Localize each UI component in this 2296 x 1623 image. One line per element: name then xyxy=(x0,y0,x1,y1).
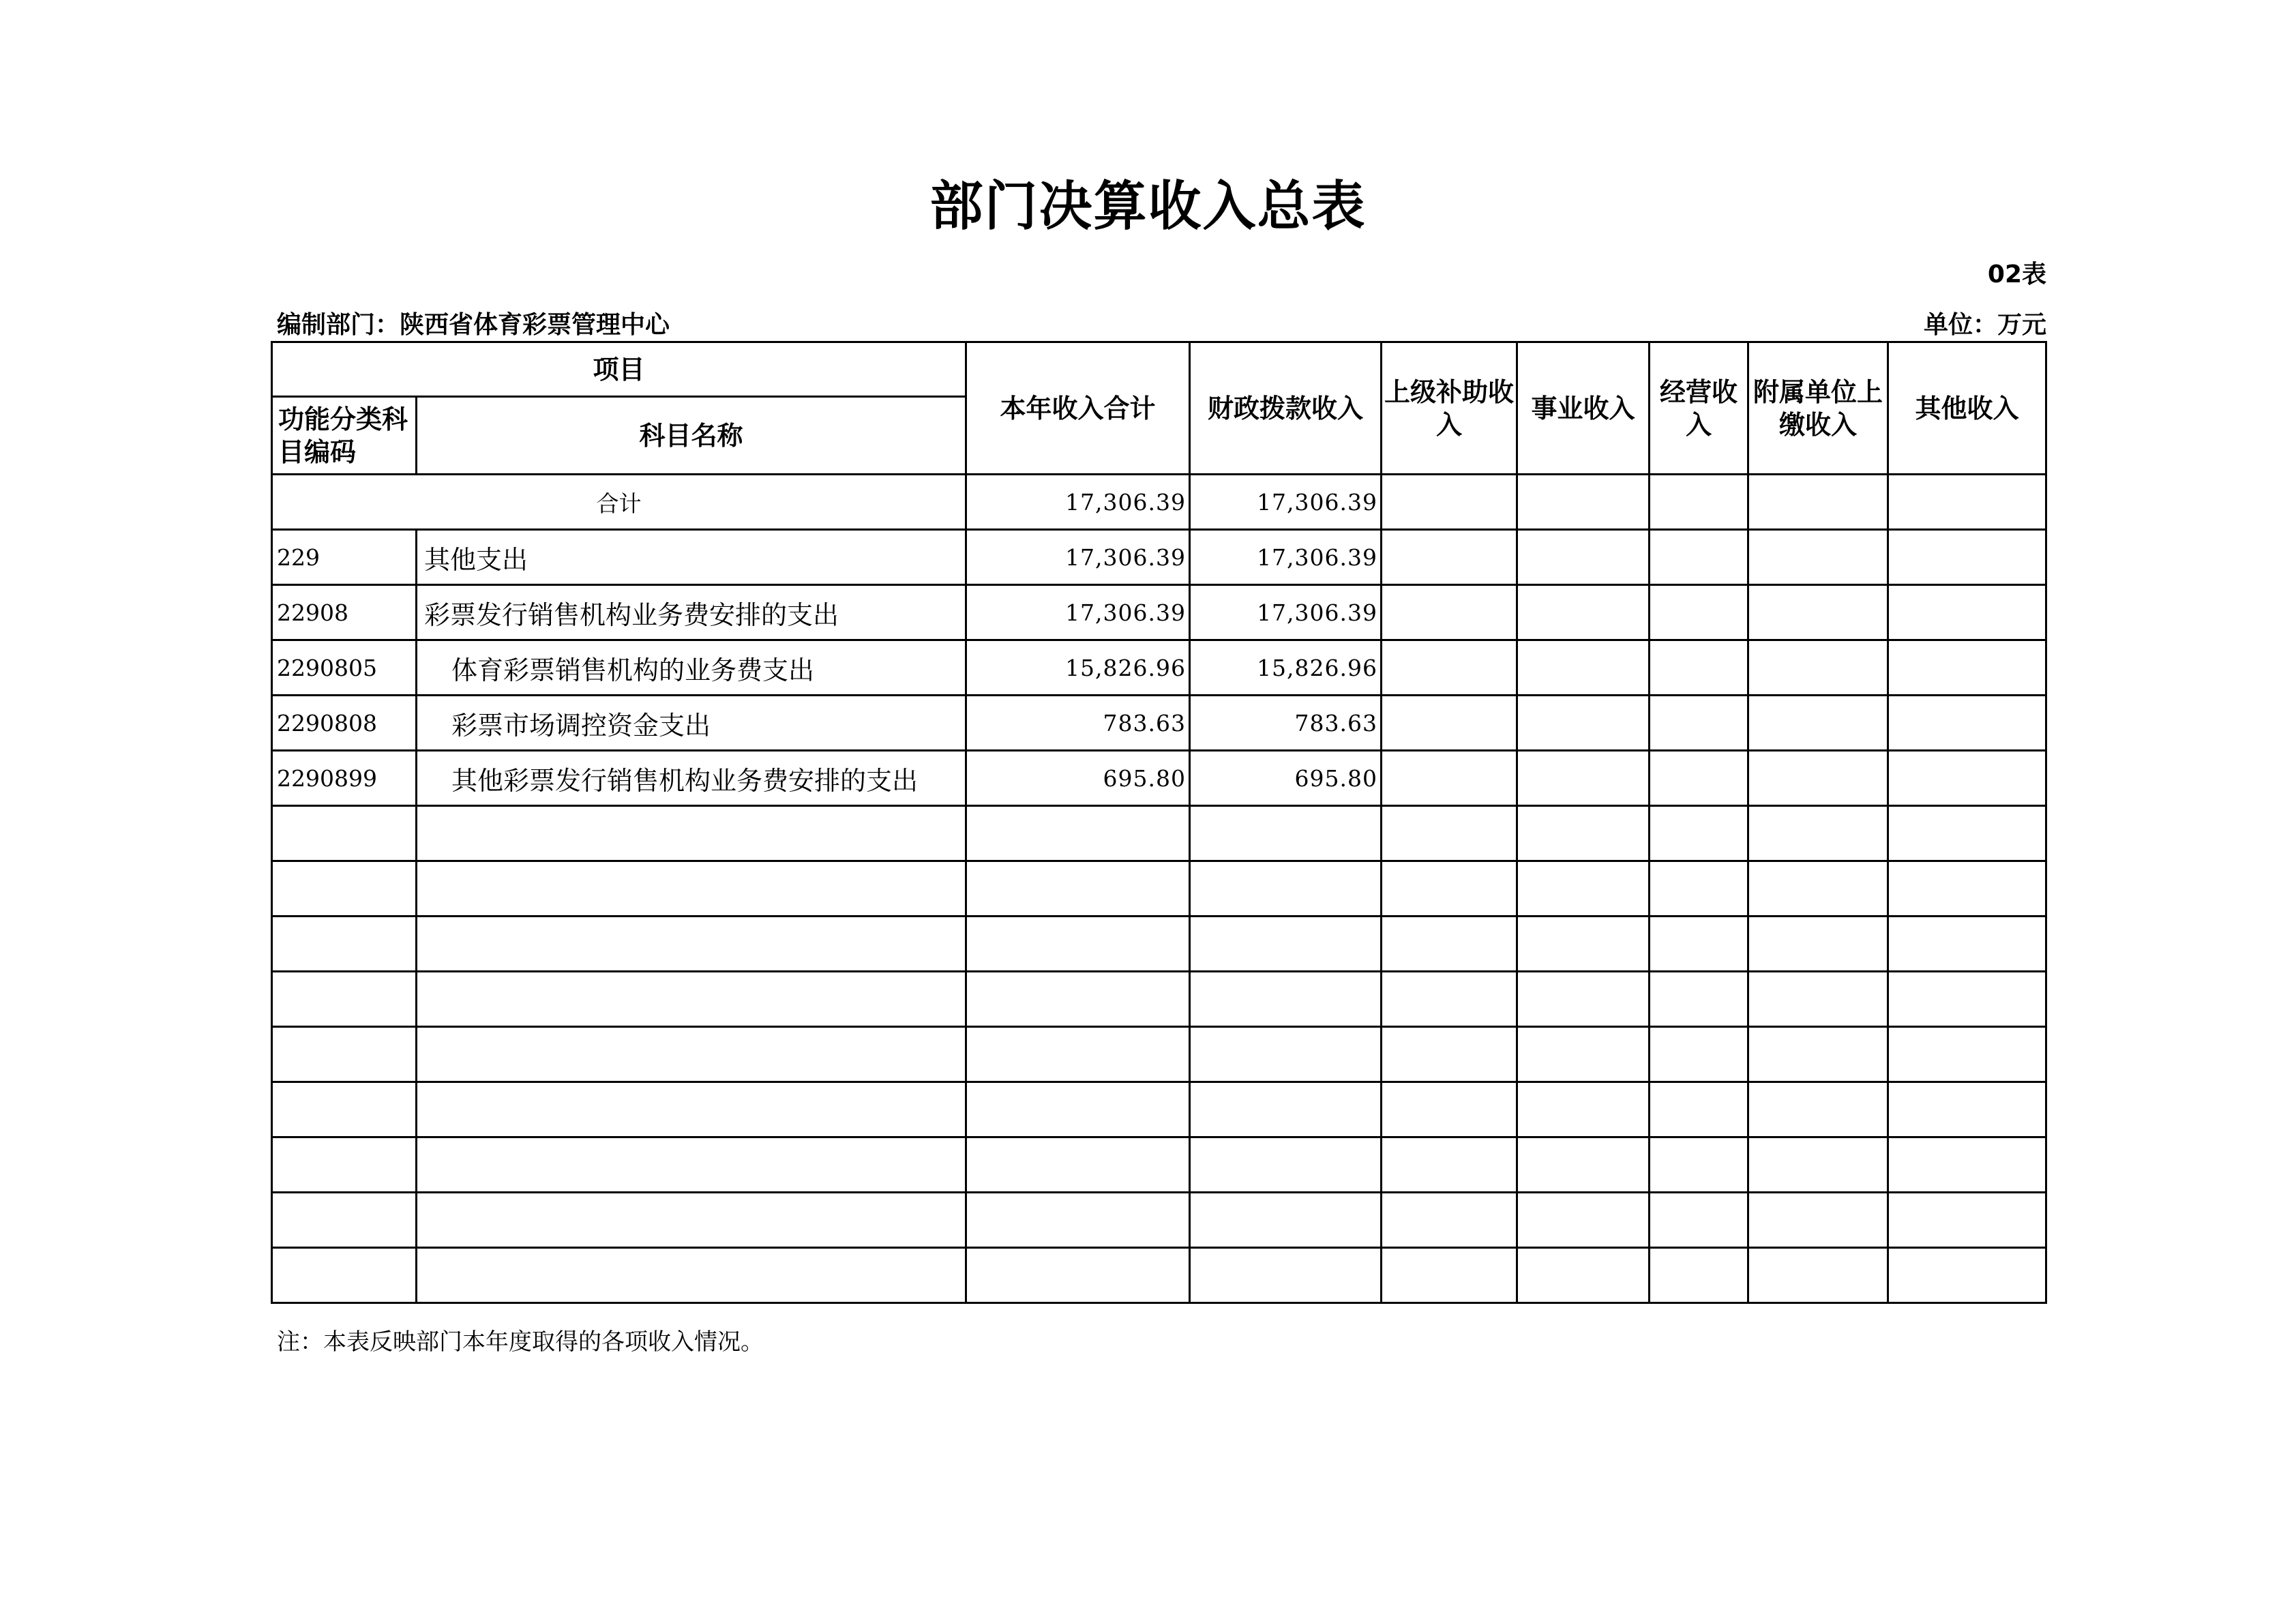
row-superior-cell xyxy=(1382,806,1517,861)
row-affiliated-cell xyxy=(1748,1082,1888,1137)
row-name-cell xyxy=(417,861,966,917)
row-affiliated-cell xyxy=(1748,972,1888,1027)
row-total-cell xyxy=(966,806,1190,861)
row-superior-cell xyxy=(1382,972,1517,1027)
row-total-cell xyxy=(966,917,1190,972)
row-operating-cell xyxy=(1650,640,1748,696)
row-name-cell xyxy=(417,1027,966,1082)
total-superior-cell xyxy=(1382,475,1517,530)
header-affiliated: 附属单位上缴收入 xyxy=(1748,342,1888,475)
table-row xyxy=(272,1027,2046,1082)
total-fiscal-cell: 17,306.39 xyxy=(1190,475,1382,530)
row-affiliated-cell xyxy=(1748,861,1888,917)
row-other-cell xyxy=(1888,1082,2046,1137)
row-code-cell xyxy=(272,972,417,1027)
row-operating-cell xyxy=(1650,1027,1748,1082)
row-name-cell xyxy=(417,1248,966,1303)
row-code-cell: 22908 xyxy=(272,585,417,640)
total-row xyxy=(272,475,2046,530)
row-superior-cell xyxy=(1382,917,1517,972)
row-operating-cell xyxy=(1650,1193,1748,1248)
row-affiliated-cell xyxy=(1748,585,1888,640)
row-business-cell xyxy=(1517,861,1650,917)
row-fiscal-cell: 783.63 xyxy=(1190,696,1382,751)
row-name-cell xyxy=(417,1137,966,1193)
row-affiliated-cell xyxy=(1748,1137,1888,1193)
table-row xyxy=(272,1137,2046,1193)
row-business-cell xyxy=(1517,806,1650,861)
row-operating-cell xyxy=(1650,696,1748,751)
row-fiscal-cell xyxy=(1190,1027,1382,1082)
row-affiliated-cell xyxy=(1748,1248,1888,1303)
row-operating-cell xyxy=(1650,1082,1748,1137)
total-operating-cell xyxy=(1650,475,1748,530)
header-row-1 xyxy=(272,342,2046,397)
row-code-cell xyxy=(272,1082,417,1137)
table-row xyxy=(272,806,2046,861)
header-fiscal: 财政拨款收入 xyxy=(1190,342,1382,475)
row-code-cell xyxy=(272,917,417,972)
row-other-cell xyxy=(1888,530,2046,585)
row-code-cell: 2290805 xyxy=(272,640,417,696)
table-row xyxy=(272,751,2046,806)
row-name-cell xyxy=(417,1193,966,1248)
header-name: 科目名称 xyxy=(417,397,966,475)
row-total-cell: 695.80 xyxy=(966,751,1190,806)
table-row xyxy=(272,861,2046,917)
row-superior-cell xyxy=(1382,696,1517,751)
header-project: 项目 xyxy=(272,342,966,397)
row-business-cell xyxy=(1517,1248,1650,1303)
row-operating-cell xyxy=(1650,585,1748,640)
header-code: 功能分类科目编码 xyxy=(272,397,417,475)
header-operating: 经营收入 xyxy=(1650,342,1748,475)
row-affiliated-cell xyxy=(1748,640,1888,696)
row-code-cell xyxy=(272,861,417,917)
row-other-cell xyxy=(1888,585,2046,640)
row-name-cell xyxy=(417,972,966,1027)
total-label: 合计 xyxy=(272,475,966,530)
row-fiscal-cell: 15,826.96 xyxy=(1190,640,1382,696)
row-other-cell xyxy=(1888,972,2046,1027)
total-other-cell xyxy=(1888,475,2046,530)
row-fiscal-cell xyxy=(1190,972,1382,1027)
header-other: 其他收入 xyxy=(1888,342,2046,475)
income-summary-table xyxy=(271,341,2047,1304)
table-row xyxy=(272,1193,2046,1248)
row-affiliated-cell xyxy=(1748,751,1888,806)
row-total-cell xyxy=(966,972,1190,1027)
table-row xyxy=(272,917,2046,972)
row-operating-cell xyxy=(1650,806,1748,861)
table-row xyxy=(272,585,2046,640)
compiling-department: 编制部门：陕西省体育彩票管理中心 xyxy=(277,311,670,339)
row-other-cell xyxy=(1888,1193,2046,1248)
table-row xyxy=(272,530,2046,585)
row-operating-cell xyxy=(1650,1248,1748,1303)
row-superior-cell xyxy=(1382,640,1517,696)
header-total: 本年收入合计 xyxy=(966,342,1190,475)
row-superior-cell xyxy=(1382,751,1517,806)
row-name-cell xyxy=(417,806,966,861)
row-affiliated-cell xyxy=(1748,806,1888,861)
row-fiscal-cell xyxy=(1190,806,1382,861)
row-other-cell xyxy=(1888,861,2046,917)
row-other-cell xyxy=(1888,696,2046,751)
row-total-cell xyxy=(966,861,1190,917)
row-affiliated-cell xyxy=(1748,1027,1888,1082)
row-fiscal-cell xyxy=(1190,1193,1382,1248)
row-other-cell xyxy=(1888,751,2046,806)
row-other-cell xyxy=(1888,806,2046,861)
row-superior-cell xyxy=(1382,1248,1517,1303)
row-total-cell: 17,306.39 xyxy=(966,530,1190,585)
row-business-cell xyxy=(1517,696,1650,751)
row-business-cell xyxy=(1517,530,1650,585)
row-total-cell xyxy=(966,1193,1190,1248)
row-business-cell xyxy=(1517,1082,1650,1137)
row-affiliated-cell xyxy=(1748,530,1888,585)
row-fiscal-cell: 17,306.39 xyxy=(1190,530,1382,585)
table-row xyxy=(272,640,2046,696)
row-total-cell xyxy=(966,1027,1190,1082)
row-other-cell xyxy=(1888,1027,2046,1082)
row-superior-cell xyxy=(1382,861,1517,917)
row-superior-cell xyxy=(1382,1137,1517,1193)
total-income-cell: 17,306.39 xyxy=(966,475,1190,530)
row-code-cell: 2290899 xyxy=(272,751,417,806)
row-code-cell xyxy=(272,1027,417,1082)
row-affiliated-cell xyxy=(1748,917,1888,972)
row-total-cell xyxy=(966,1248,1190,1303)
row-business-cell xyxy=(1517,917,1650,972)
row-fiscal-cell xyxy=(1190,1248,1382,1303)
table-row xyxy=(272,696,2046,751)
table-row xyxy=(272,1248,2046,1303)
row-superior-cell xyxy=(1382,1027,1517,1082)
footnote: 注：本表反映部门本年度取得的各项收入情况。 xyxy=(277,1328,764,1356)
row-fiscal-cell: 695.80 xyxy=(1190,751,1382,806)
row-total-cell xyxy=(966,1082,1190,1137)
row-other-cell xyxy=(1888,640,2046,696)
row-affiliated-cell xyxy=(1748,1193,1888,1248)
row-other-cell xyxy=(1888,1248,2046,1303)
row-fiscal-cell xyxy=(1190,1082,1382,1137)
row-name-cell: 彩票市场调控资金支出 xyxy=(417,696,966,751)
row-code-cell xyxy=(272,1193,417,1248)
row-operating-cell xyxy=(1650,861,1748,917)
unit-label: 单位：万元 xyxy=(1923,311,2046,339)
row-code-cell xyxy=(272,806,417,861)
row-other-cell xyxy=(1888,917,2046,972)
row-name-cell: 其他彩票发行销售机构业务费安排的支出 xyxy=(417,751,966,806)
row-other-cell xyxy=(1888,1137,2046,1193)
row-code-cell: 229 xyxy=(272,530,417,585)
row-affiliated-cell xyxy=(1748,696,1888,751)
table-row xyxy=(272,972,2046,1027)
row-business-cell xyxy=(1517,751,1650,806)
row-code-cell xyxy=(272,1248,417,1303)
row-fiscal-cell xyxy=(1190,1137,1382,1193)
row-fiscal-cell xyxy=(1190,917,1382,972)
row-business-cell xyxy=(1517,640,1650,696)
row-name-cell: 其他支出 xyxy=(417,530,966,585)
page-title: 部门决算收入总表 xyxy=(929,176,1367,237)
row-business-cell xyxy=(1517,1137,1650,1193)
row-superior-cell xyxy=(1382,1082,1517,1137)
row-total-cell: 783.63 xyxy=(966,696,1190,751)
row-code-cell: 2290808 xyxy=(272,696,417,751)
row-name-cell: 体育彩票销售机构的业务费支出 xyxy=(417,640,966,696)
header-business: 事业收入 xyxy=(1517,342,1650,475)
row-name-cell: 彩票发行销售机构业务费安排的支出 xyxy=(417,585,966,640)
header-superior: 上级补助收入 xyxy=(1382,342,1517,475)
row-operating-cell xyxy=(1650,1137,1748,1193)
form-number: 02表 xyxy=(1987,260,2046,288)
row-business-cell xyxy=(1517,585,1650,640)
row-total-cell xyxy=(966,1137,1190,1193)
row-superior-cell xyxy=(1382,530,1517,585)
row-business-cell xyxy=(1517,972,1650,1027)
total-affiliated-cell xyxy=(1748,475,1888,530)
row-code-cell xyxy=(272,1137,417,1193)
row-operating-cell xyxy=(1650,751,1748,806)
table-row xyxy=(272,1082,2046,1137)
row-superior-cell xyxy=(1382,585,1517,640)
row-operating-cell xyxy=(1650,972,1748,1027)
row-total-cell: 15,826.96 xyxy=(966,640,1190,696)
total-business-cell xyxy=(1517,475,1650,530)
row-operating-cell xyxy=(1650,530,1748,585)
row-name-cell xyxy=(417,917,966,972)
row-name-cell xyxy=(417,1082,966,1137)
row-business-cell xyxy=(1517,1027,1650,1082)
row-superior-cell xyxy=(1382,1193,1517,1248)
row-fiscal-cell: 17,306.39 xyxy=(1190,585,1382,640)
row-business-cell xyxy=(1517,1193,1650,1248)
row-fiscal-cell xyxy=(1190,861,1382,917)
row-total-cell: 17,306.39 xyxy=(966,585,1190,640)
row-operating-cell xyxy=(1650,917,1748,972)
